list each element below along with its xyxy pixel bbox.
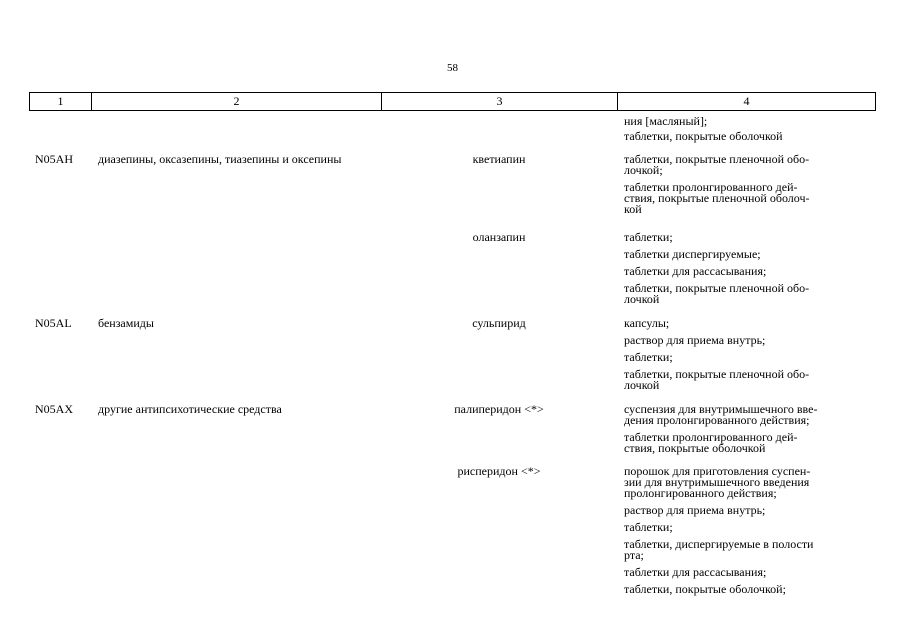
dosage-form: раствор для приема внутрь;: [624, 503, 766, 517]
atc-code: N05AH: [35, 152, 73, 166]
atc-code: N05AL: [35, 316, 72, 330]
dosage-form: капсулы;: [624, 316, 670, 330]
header-col-1: 1: [30, 93, 92, 110]
drug-name: оланзапин: [472, 230, 526, 244]
dosage-forms: [624, 466, 874, 601]
dosage-forms: [624, 154, 874, 221]
dosage-form: таблетки для рассасывания;: [624, 565, 767, 579]
dosage-form: таблетки, покрытые пленочной обо- лочкой: [624, 367, 810, 392]
continued-form-line: ния [масляный];: [624, 114, 708, 128]
header-col-3: 3: [382, 93, 618, 110]
dosage-form: суспензия для внутримышечного вве- дения пролонгированного действия;: [624, 402, 818, 427]
atc-group-name: бензамиды: [98, 316, 154, 330]
drug-name: рисперидон <*>: [457, 464, 541, 478]
drug-name: сульпирид: [472, 316, 526, 330]
dosage-form: таблетки диспергируемые;: [624, 247, 761, 261]
dosage-form: таблетки пролонгированного дей- ствия, покрытые пленочной оболоч- кой: [624, 180, 810, 216]
dosage-form: таблетки для рассасывания;: [624, 264, 767, 278]
dosage-forms: [624, 318, 874, 397]
header-col-2: 2: [92, 93, 382, 110]
dosage-form: порошок для приготовления суспен- зии для внутримышечного введения пролонгированного действия;: [624, 464, 811, 500]
dosage-form: таблетки;: [624, 520, 673, 534]
page-number: 58: [447, 62, 458, 74]
atc-group-name: другие антипсихотические средства: [98, 402, 282, 416]
dosage-form: таблетки, покрытые пленочной обо- лочкой: [624, 281, 810, 306]
dosage-form: таблетки, покрытые оболочкой;: [624, 582, 786, 596]
continued-forms: [624, 116, 874, 142]
atc-code: N05AX: [35, 402, 73, 416]
header-col-4: 4: [743, 94, 750, 108]
drug-name: кветиапин: [472, 152, 526, 166]
dosage-forms: [624, 404, 874, 460]
continued-form-line: таблетки, покрытые оболочкой: [624, 129, 783, 143]
drug-name: палиперидон <*>: [454, 402, 544, 416]
dosage-form: таблетки, покрытые пленочной обо- лочкой;: [624, 152, 810, 177]
dosage-form: таблетки, диспергируемые в полости рта;: [624, 537, 814, 562]
dosage-form: таблетки пролонгированного дей- ствия, покрытые оболочкой: [624, 430, 798, 455]
dosage-form: таблетки;: [624, 230, 673, 244]
atc-group-name: диазепины, оксазепины, тиазепины и оксепины: [98, 152, 342, 166]
dosage-forms: [624, 232, 874, 311]
table-header: [29, 92, 876, 111]
dosage-form: раствор для приема внутрь;: [624, 333, 766, 347]
dosage-form: таблетки;: [624, 350, 673, 364]
